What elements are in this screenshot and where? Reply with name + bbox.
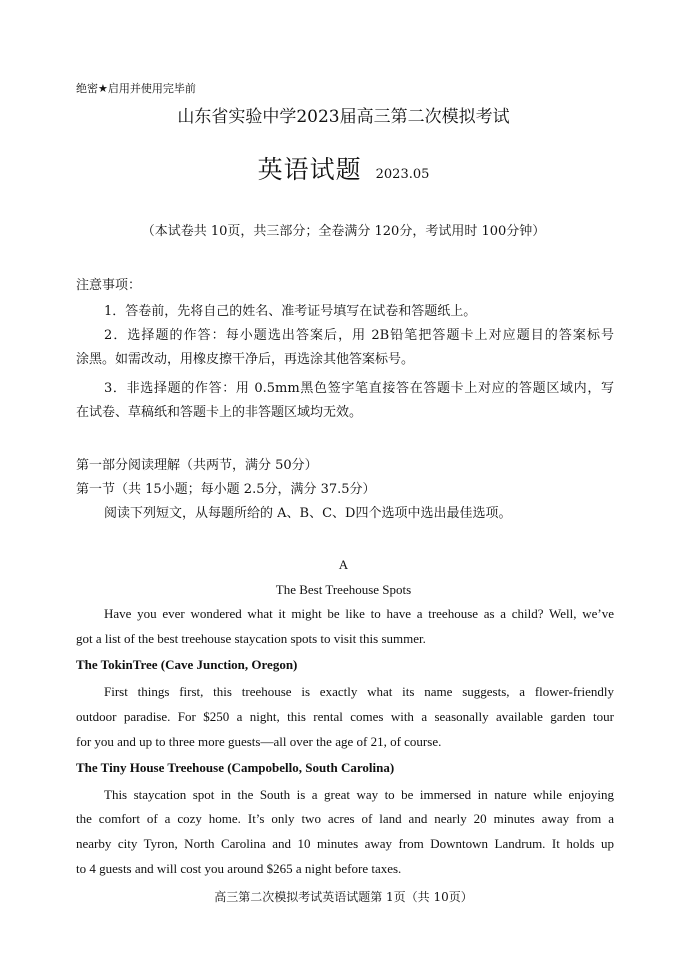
spot-2-line-1: This staycation spot in the South is a great way to be immersed in nature while enjoying xyxy=(104,787,614,802)
spot-2-line-3: nearby city Tyron, North Carolina and 10 minutes away from Downtown Landrum. It holds up xyxy=(76,836,614,851)
spot-1-heading: The TokinTree (Cave Junction, Oregon) xyxy=(76,657,298,672)
spot-2-heading: The Tiny House Treehouse (Campobello, South Carolina) xyxy=(76,760,395,775)
passage-intro-line-2: got a list of the best treehouse staycation spots to visit this summer. xyxy=(76,631,426,646)
passage-title: The Best Treehouse Spots xyxy=(275,582,412,597)
page-footer: 高三第二次模拟考试英语试题第 1页（共 10页） xyxy=(214,890,473,904)
exam-date: 2023.05 xyxy=(375,167,430,182)
subject-title: 英语试题 xyxy=(257,155,362,184)
note-item-3: 3．非选择题的作答：用 0.5mm黑色签字笔直接答在答题卡上对应的答题区域内，写 xyxy=(104,381,614,396)
section1-instruction: 阅读下列短文，从每题所给的 A、B、C、D四个选项中选出最佳选项。 xyxy=(104,506,512,521)
note-item-1: 1．答卷前，先将自己的姓名、准考证号填写在试卷和答题纸上。 xyxy=(104,304,477,319)
exam-title: 山东省实验中学2023届高三第二次模拟考试 xyxy=(177,107,510,127)
spot-1-line-1: First things first, this treehouse is exactly what its name suggests, a flower-friendly xyxy=(104,684,614,699)
exam-info: （本试卷共 10页，共三部分；全卷满分 120分，考试用时 100分钟） xyxy=(141,224,546,239)
section1-heading: 第一节（共 15小题；每小题 2.5分，满分 37.5分） xyxy=(76,482,376,497)
subject-line xyxy=(0,150,687,186)
notes-heading: 注意事项： xyxy=(76,278,142,293)
note-item-3-cont: 在试卷、草稿纸和答题卡上的非答题区域均无效。 xyxy=(76,405,363,420)
note-item-2: 2．选择题的作答：每小题选出答案后，用 2B铅笔把答题卡上对应题目的答案标号 xyxy=(104,328,614,343)
spot-2-line-2: the comfort of a cozy home. It’s only two acres of land and nearly 20 minutes away from a xyxy=(76,811,614,826)
spot-1-line-2: outdoor paradise. For $250 a night, this rental comes with a seasonally available garden tour xyxy=(76,709,614,724)
note-item-2-cont: 涂黑。如需改动，用橡皮擦干净后，再选涂其他答案标号。 xyxy=(76,352,415,367)
confidential-notice: 绝密★启用并使用完毕前 xyxy=(76,82,196,95)
part1-heading: 第一部分阅读理解（共两节，满分 50分） xyxy=(76,458,318,473)
passage-label: A xyxy=(338,557,349,572)
spot-1-line-3: for you and up to three more guests—all over the age of 21, of course. xyxy=(76,734,442,749)
spot-2-line-4: to 4 guests and will cost you around $265 a night before taxes. xyxy=(76,861,402,876)
passage-intro-line-1: Have you ever wondered what it might be like to have a treehouse as a child? Well, we’ve xyxy=(104,606,614,621)
